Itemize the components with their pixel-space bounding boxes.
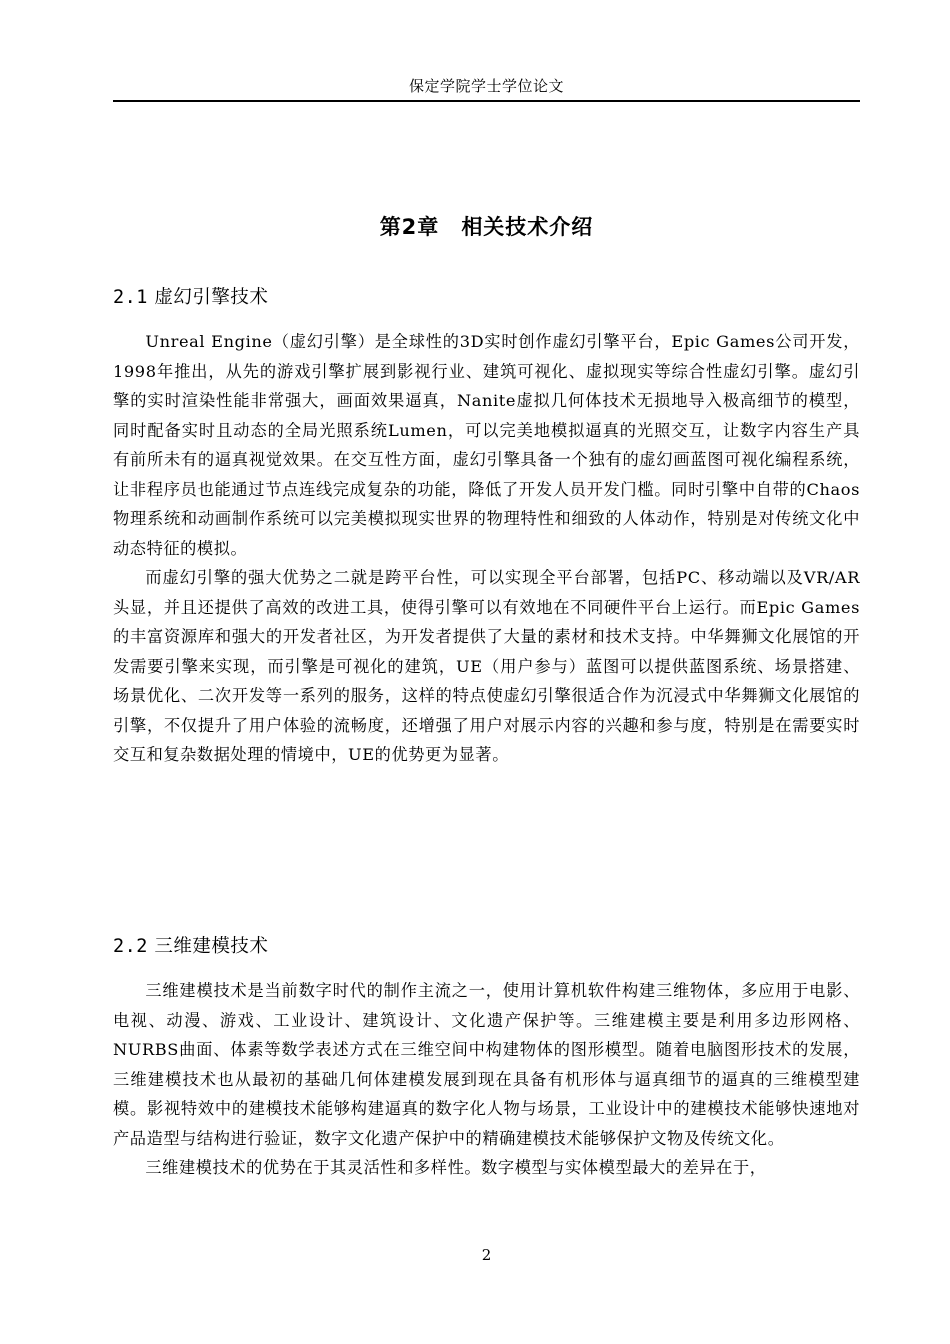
page-number: 2 <box>481 1246 492 1264</box>
section-number: 2.2 <box>113 936 148 957</box>
paragraph: 三维建模技术是当前数字时代的制作主流之一，使用计算机软件构建三维物体，多应用于电影、电视、动漫、游戏、工业设计、建筑设计、文化遗产保护等。三维建模主要是利用多边形网格、NURBS曲面、体素等数学表述方式在三维空间中构建物体的图形模型。随着电脑图形技术的发展，三维建模技术也从最初的基础几何体建模发展到现在具备有机形体与逼真细节的逼真的三维模型建模。影视特效中的建模技术能够构建逼真的数字化人物与场景，工业设计中的建模技术能够快速地对产品造型与结构进行验证，数字文化遗产保护中的精确建模技术能够保护文物及传统文化。 <box>113 981 860 1148</box>
chapter-name: 相关技术介绍 <box>461 215 594 239</box>
paragraph: 三维建模技术的优势在于其灵活性和多样性。数字模型与实体模型最大的差异在于， <box>145 1158 767 1177</box>
section-heading-2-2 <box>113 932 860 962</box>
paragraph: 而虚幻引擎的强大优势之二就是跨平台性，可以实现全平台部署，包括PC、移动端以及VR/AR头显，并且还提供了高效的改进工具，使得引擎可以有效地在不同硬件平台上运行。而Epic Games的丰富资源库和强大的开发者社区，为开发者提供了大量的素材和技术支持。中华舞狮文化展馆的开发需要引擎来实现，而引擎是可视化的建筑，UE（用户参与）蓝图可以提供蓝图系统、场景搭建、场景优化、二次开发等一系列的服务，这样的特点使虚幻引擎很适合作为沉浸式中华舞狮文化展馆的引擎，不仅提升了用户体验的流畅度，还增强了用户对展示内容的兴趣和参与度，特别是在需要实时交互和复杂数据处理的情境中，UE的优势更为显著。 <box>113 568 860 764</box>
paragraph: Unreal Engine（虚幻引擎）是全球性的3D实时创作虚幻引擎平台，Epic Games公司开发，1998年推出，从先的游戏引擎扩展到影视行业、建筑可视化、虚拟现实等综合性虚幻引擎。虚幻引擎的实时渲染性能非常强大，画面效果逼真，Nanite虚拟几何体技术无损地导入极高细节的模型，同时配备实时且动态的全局光照系统Lumen，可以完美地模拟逼真的光照交互，让数字内容生产具有前所未有的逼真视觉效果。在交互性方面，虚幻引擎具备一个独有的虚幻画蓝图可视化编程系统，让非程序员也能通过节点连线完成复杂的功能，降低了开发人员开发门槛。同时引擎中自带的Chaos物理系统和动画制作系统可以完美模拟现实世界的物理特性和细致的人体动作，特别是对传统文化中动态特征的模拟。 <box>113 332 860 558</box>
page-header <box>113 70 860 102</box>
section-body-2-1 <box>113 327 860 770</box>
section-title: 三维建模技术 <box>154 936 269 957</box>
section-number: 2.1 <box>113 287 148 308</box>
chapter-label: 第2章 <box>379 215 440 239</box>
section-title: 虚幻引擎技术 <box>154 287 269 308</box>
section-body-2-2 <box>113 976 860 1183</box>
chapter-title <box>113 210 860 244</box>
header-title: 保定学院学士学位论文 <box>408 77 564 95</box>
section-heading-2-1 <box>113 283 860 313</box>
